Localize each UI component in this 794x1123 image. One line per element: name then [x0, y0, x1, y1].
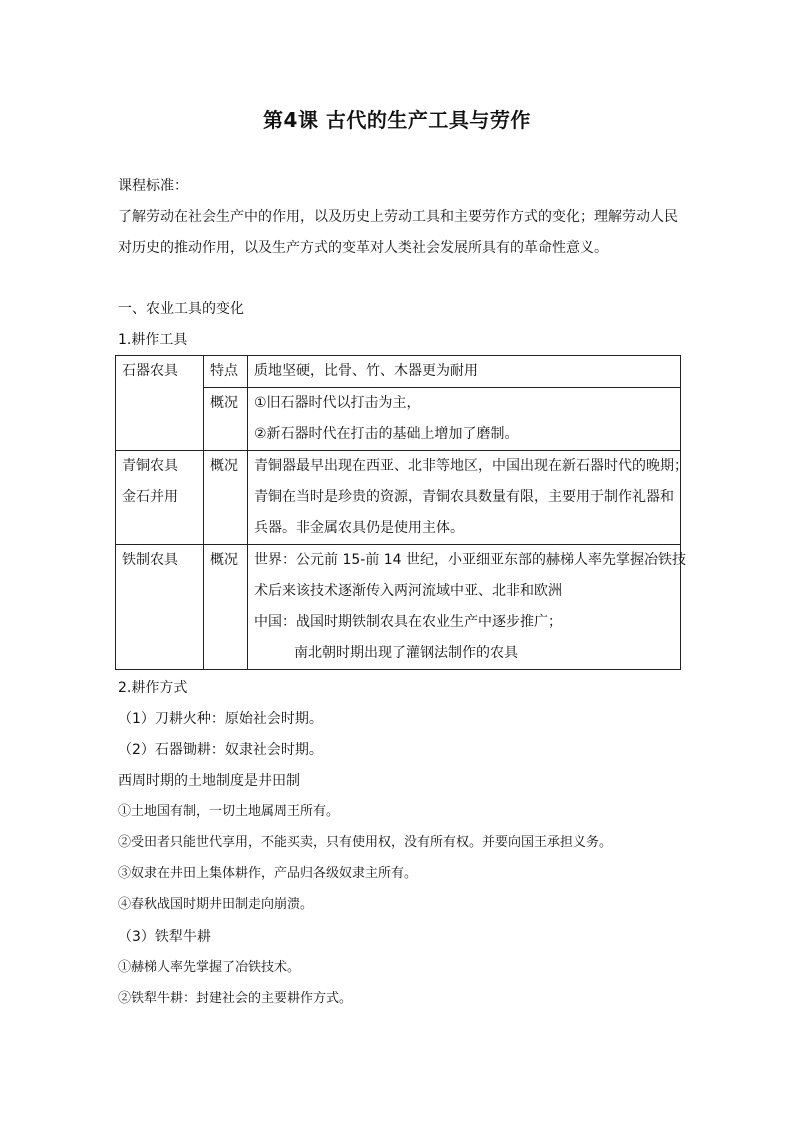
table-row	[116, 356, 681, 388]
stone-overview-line: ②新石器时代在打击的基础上增加了磨制。	[254, 426, 519, 442]
tool-table	[115, 355, 688, 670]
iron-overview-text	[248, 545, 687, 670]
iron-plough-point-2: ②铁犁牛耕：封建社会的主要耕作方式。	[118, 991, 353, 1006]
table-row	[116, 451, 681, 545]
stone-overview-label: 概况	[204, 388, 248, 451]
jingtian-heading: 西周时期的土地制度是井田制	[118, 773, 300, 789]
bronze-tool-name: 青铜农具 金石并用	[116, 451, 204, 545]
jingtian-point-4: ④春秋战国时期井田制走向崩溃。	[118, 897, 314, 912]
iron-overview-line: 术后来该技术逐渐传入两河流域中亚、北非和欧洲	[254, 583, 562, 599]
jingtian-point-3: ③奴隶在井田上集体耕作，产品归各级奴隶主所有。	[118, 866, 418, 881]
method-item-2: （2）石器锄耕：奴隶社会时期。	[118, 742, 323, 758]
iron-tool-name: 铁制农具	[116, 545, 204, 670]
page-title: 第4课 古代的生产工具与劳作	[263, 108, 531, 132]
table-row	[116, 545, 681, 670]
stone-overview-line: ①旧石器时代以打击为主，	[254, 395, 421, 411]
stone-tool-name: 石器农具	[116, 356, 204, 451]
standard-line-1: 了解劳动在社会生产中的作用，以及历史上劳动工具和主要劳作方式的变化；理解劳动人民	[118, 209, 678, 225]
bronze-overview-line: 青铜在当时是珍贵的资源，青铜农具数量有限，主要用于制作礼器和	[254, 489, 674, 505]
iron-overview-line: 世界：公元前 15-前 14 世纪，小亚细亚东部的赫梯人率先掌握冶铁技	[254, 552, 687, 568]
iron-overview-label: 概况	[204, 545, 248, 670]
jingtian-point-1: ①土地国有制，一切土地属周王所有。	[118, 804, 340, 819]
iron-overview-line: 南北朝时期出现了灌钢法制作的农具	[294, 645, 518, 661]
standard-heading: 课程标准：	[118, 178, 188, 194]
section2-heading: 2.耕作方式	[118, 680, 188, 696]
bronze-overview-text	[248, 451, 688, 545]
bronze-overview-label: 概况	[204, 451, 248, 545]
iron-plough-point-1: ①赫梯人率先掌握了冶铁技术。	[118, 960, 301, 975]
bronze-overview-line: 兵器。非金属农具仍是使用主体。	[254, 520, 464, 536]
stone-overview-text	[248, 388, 681, 451]
jingtian-point-2: ②受田者只能世代享用，不能买卖，只有使用权，没有所有权。并要向国王承担义务。	[118, 835, 613, 850]
bronze-overview-line: 青铜器最早出现在西亚、北非等地区，中国出现在新石器时代的晚期；	[254, 458, 688, 474]
stone-feature-text: 质地坚硬，比骨、竹、木器更为耐用	[248, 356, 681, 388]
method-item-3: （3）铁犁牛耕	[118, 929, 211, 945]
iron-overview-line: 中国：战国时期铁制农具在农业生产中逐步推广；	[254, 614, 562, 630]
standard-line-2: 对历史的推动作用，以及生产方式的变革对人类社会发展所具有的革命性意义。	[118, 240, 608, 256]
stone-feature-label: 特点	[204, 356, 248, 388]
section1-sub1: 1.耕作工具	[118, 332, 188, 348]
section1-heading: 一、农业工具的变化	[118, 301, 244, 317]
method-item-1: （1）刀耕火种：原始社会时期。	[118, 711, 323, 727]
